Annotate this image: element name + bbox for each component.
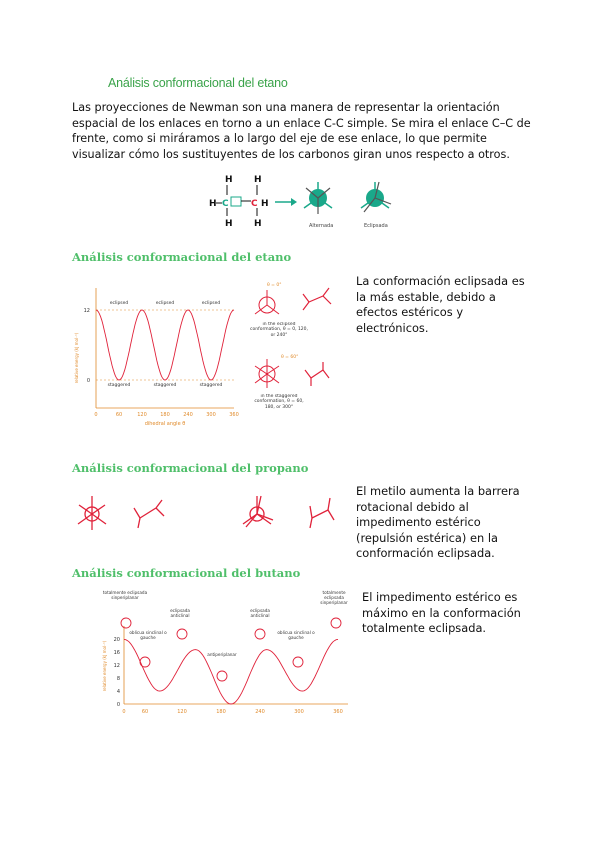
svg-text:0: 0 (116, 702, 120, 708)
svg-text:H: H (225, 219, 233, 229)
svg-text:0: 0 (86, 378, 90, 384)
svg-text:θ = 0°: θ = 0° (267, 283, 282, 288)
svg-text:Alternada: Alternada (309, 223, 334, 229)
svg-text:H: H (209, 199, 217, 209)
ethane-conformations-figure: θ = 0° in the eclipsed conformation, θ = 0, 120, or 240° θ = 60° in the staggered conformation, θ = 60, 180, or 300° (245, 278, 355, 418)
svg-text:60: 60 (141, 709, 149, 715)
ethane-staggered-sawhorse-icon (305, 362, 329, 386)
svg-text:Eclipsada: Eclipsada (364, 223, 388, 229)
svg-text:300: 300 (294, 709, 304, 715)
section-title-butane: Análisis conformacional del butano (72, 566, 301, 580)
newman-icon (121, 618, 131, 628)
svg-text:C: C (251, 199, 258, 209)
svg-text:dihedral angle θ: dihedral angle θ (144, 421, 186, 427)
ethane-note: La conformación eclipsada es la más estable, debido a efectos estéricos y electrónicos. (356, 274, 525, 335)
ethane-structure-figure (205, 170, 405, 232)
svg-text:eclipsed: eclipsed (201, 301, 221, 306)
svg-text:θ = 60°: θ = 60° (281, 355, 299, 360)
svg-text:240: 240 (255, 709, 265, 715)
svg-text:360: 360 (333, 709, 343, 715)
butane-note: El impedimento estérico es máximo en la conformación totalmente eclipsada. (362, 590, 521, 636)
ethane-energy-curve (96, 310, 234, 380)
svg-text:H: H (225, 175, 233, 185)
newman-icon (177, 629, 187, 639)
newman-icon (293, 657, 303, 667)
ethane-eclipsed-sawhorse-icon (303, 288, 331, 310)
svg-text:relative energy (kJ mol⁻¹): relative energy (kJ mol⁻¹) (74, 332, 79, 384)
svg-text:staggered: staggered (199, 383, 223, 388)
intro-paragraph: Las proyecciones de Newman son una manera de representar la orientación espacial de los enlaces en torno a un enlace C-C simple. Se mira el enlace C–C de frente, como si miráramos a lo largo del eje de ese enlace, lo que permite visualizar cómo los sustituyentes de los carbonos giran unos respecto a otros. (72, 101, 531, 161)
svg-text:180: 180 (160, 412, 170, 418)
svg-text:C: C (222, 199, 229, 209)
svg-text:staggered: staggered (107, 383, 131, 388)
newman-icon (140, 657, 150, 667)
svg-text:360: 360 (229, 412, 239, 418)
svg-text:20: 20 (113, 637, 120, 643)
svg-text:eclipsed: eclipsed (155, 301, 175, 306)
svg-text:relative energy (kJ mol⁻¹): relative energy (kJ mol⁻¹) (102, 640, 107, 692)
svg-text:0: 0 (94, 412, 98, 418)
section-title-propane: Análisis conformacional del propano (72, 461, 309, 475)
svg-text:60: 60 (115, 412, 123, 418)
newman-icon (255, 629, 265, 639)
page-title: Análisis conformacional del etano (108, 76, 288, 90)
svg-text:240: 240 (183, 412, 193, 418)
svg-text:4: 4 (116, 689, 120, 695)
section-title-ethane: Análisis conformacional del etano (72, 250, 292, 264)
newman-icon (217, 671, 227, 681)
svg-text:eclipsed: eclipsed (109, 301, 129, 306)
newman-icon (331, 618, 341, 628)
svg-text:120: 120 (177, 709, 187, 715)
ethane-energy-chart (72, 278, 247, 428)
svg-text:300: 300 (206, 412, 216, 418)
svg-text:staggered: staggered (153, 383, 177, 388)
svg-text:120: 120 (137, 412, 147, 418)
svg-text:8: 8 (116, 676, 120, 682)
propane-note: El metilo aumenta la barrera rotacional debido al impedimento estérico (repulsión estérica) en la conformación eclipsada. (356, 484, 520, 561)
svg-text:12: 12 (113, 663, 120, 669)
propane-conformations-figure (72, 484, 352, 544)
butane-energy-curve (124, 639, 338, 704)
svg-text:12: 12 (83, 308, 90, 314)
svg-text:H: H (254, 175, 262, 185)
svg-text:16: 16 (113, 650, 120, 656)
svg-text:H: H (254, 219, 262, 229)
butane-energy-chart: relative energy (kJ mol⁻¹) 20 16 12 8 4 0 0 60 120 180 240 300 360 totalmente eclipsada sinperiplanar oblicua sinclinal o gauche eclipsada anticlinal antiperiplanar eclipsada anticlinal oblicua sinclinal o gauche totalmente eclipsada sinperiplanar (102, 590, 348, 715)
svg-text:0: 0 (122, 709, 126, 715)
svg-text:180: 180 (216, 709, 226, 715)
svg-text:H: H (261, 199, 269, 209)
